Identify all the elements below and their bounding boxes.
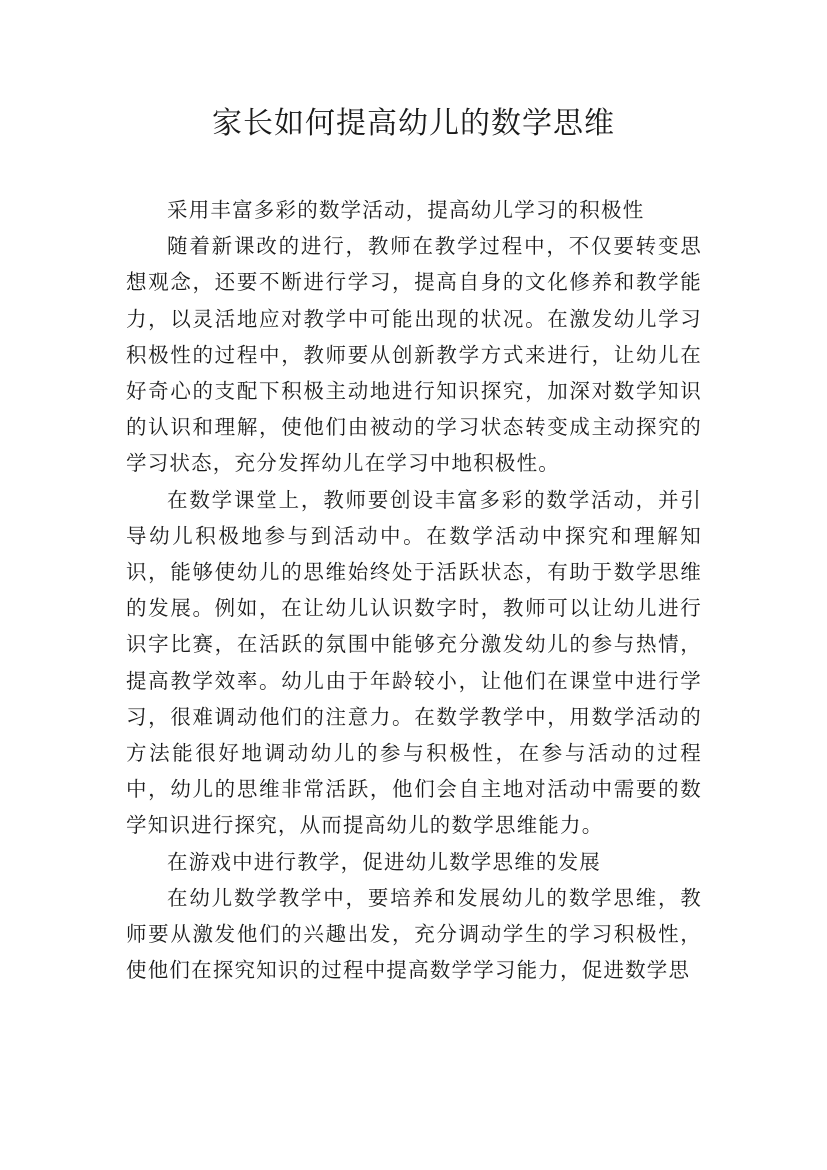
page-title: 家长如何提高幼儿的数学思维 <box>212 106 615 141</box>
section-heading-2: 在游戏中进行教学，促进幼儿数学思维的发展 <box>167 849 601 874</box>
paragraph-2: 在数学课堂上，教师要创设丰富多彩的数学活动，并引导幼儿积极地参与到活动中。在数学活动中探究和理解知识，能够使幼儿的思维始终处于活跃状态，有助于数学思维的发展。例如，在让幼儿认识数字时，教师可以让幼儿进行识字比赛，在活跃的氛围中能够充分激发幼儿的参与热情，提高教学效率。幼儿由于年龄较小，让他们在课堂中进行学习，很难调动他们的注意力。在数学教学中，用数学活动的方法能很好地调动幼儿的参与积极性，在参与活动的过程中，幼儿的思维非常活跃，他们会自主地对活动中需要的数学知识进行探究，从而提高幼儿的数学思维能力。 <box>126 487 702 838</box>
section-heading-1: 采用丰富多彩的数学活动，提高幼儿学习的积极性 <box>167 198 645 222</box>
paragraph-3: 在幼儿数学教学中，要培养和发展幼儿的数学思维，教师要从激发他们的兴趣出发，充分调动学生的学习积极性，使他们在探究知识的过程中提高数学学习能力，促进数学思 <box>126 885 702 983</box>
document-body <box>126 192 702 988</box>
paragraph-1: 随着新课改的进行，教师在教学过程中，不仅要转变思想观念，还要不断进行学习，提高自身的文化修养和教学能力，以灵活地应对教学中可能出现的状况。在激发幼儿学习积极性的过程中，教师要从创新教学方式来进行，让幼儿在好奇心的支配下积极主动地进行知识探究，加深对数学知识的认识和理解，使他们由被动的学习状态转变成主动探究的学习状态，充分发挥幼儿在学习中地积极性。 <box>126 234 702 476</box>
